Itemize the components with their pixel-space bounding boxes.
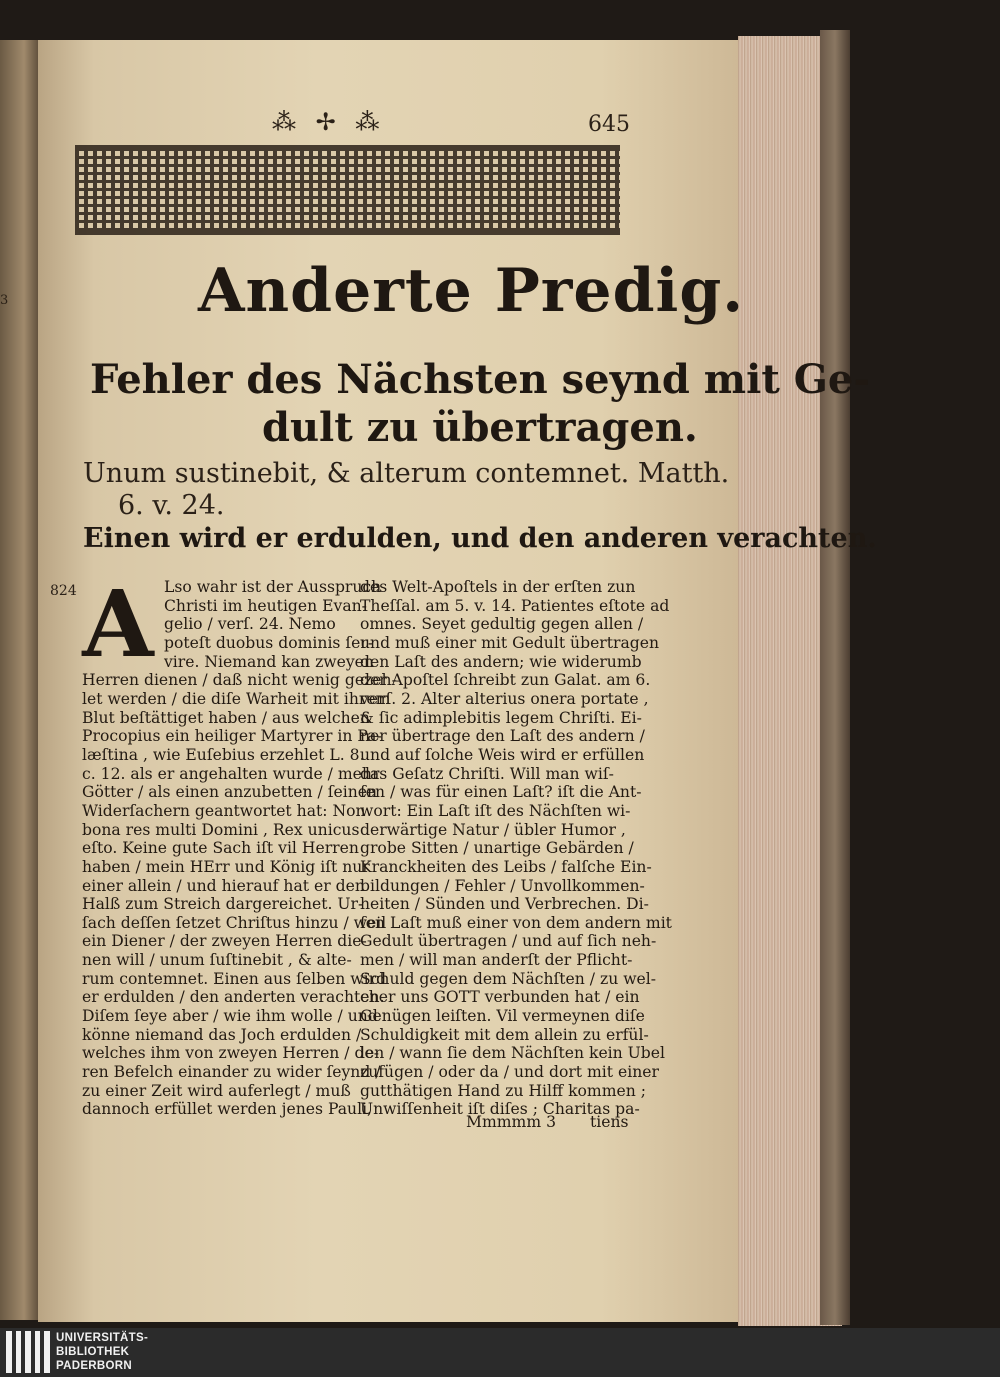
margin-number: 824 — [50, 583, 77, 599]
text-line: omnes. Seyet gedultig gegen allen / — [360, 615, 644, 634]
text-line: poteſt duobus dominis ſer- — [164, 633, 374, 652]
text-line: er erdulden / den anderten verachten. — [82, 988, 385, 1007]
text-line: welches ihm von zweyen Herren / de- — [82, 1044, 379, 1063]
text-line: den Laſt des andern; wie widerumb — [360, 652, 642, 671]
text-line: grobe Sitten / unartige Gebärden / — [360, 839, 634, 858]
subtitle-line-1: Fehler des Nächsten seynd mit Ge- — [90, 356, 870, 403]
text-line: zufügen / oder da / und dort mit einer — [360, 1063, 659, 1082]
book-cover — [820, 30, 850, 1325]
text-line: gelio / verſ. 24. Nemo — [164, 615, 336, 634]
text-line: vire. Niemand kan zweyen — [164, 652, 374, 671]
text-line: Unwiſſenheit iſt diſes ; Charitas pa- — [360, 1100, 640, 1119]
text-line: verſ. 2. Alter alterius onera portate , — [360, 689, 649, 708]
text-line: Theſſal. am 5. v. 14. Patientes eſtote ad — [360, 596, 670, 615]
footer-bar — [0, 1328, 1000, 1377]
text-line: Christi im heutigen Evan- — [164, 596, 367, 615]
text-line: ſen / was für einen Laſt? iſt die Ant- — [360, 783, 642, 802]
text-line: bildungen / Fehler / Unvollkommen- — [360, 876, 645, 895]
text-line: let werden / die diſe Warheit mit ihrem — [82, 689, 391, 708]
catchword: tiens — [590, 1113, 629, 1131]
logo-line: BIBLIOTHEK — [56, 1346, 130, 1358]
head-ornament: ⁂ ✢ ⁂ — [272, 108, 386, 136]
text-line: heiten / Sünden und Verbrechen. Di- — [360, 895, 649, 914]
text-line: derwärtige Natur / übler Humor , — [360, 820, 626, 839]
text-line: men / will man anderſt der Pflicht- — [360, 951, 633, 970]
text-line: und muß einer mit Gedult übertragen — [360, 633, 660, 652]
text-line: rum contemnet. Einen aus ſelben wird — [82, 969, 387, 988]
text-line: Blut beſtättiget haben / aus welchen — [82, 708, 370, 727]
text-line: bona res multi Domini , Rex unicus — [82, 820, 360, 839]
text-line: Gedult übertragen / und auf ſich neh- — [360, 932, 657, 951]
latin-quote-line-2: 6. v. 24. — [118, 490, 225, 521]
library-logo-icon — [6, 1331, 50, 1373]
latin-quote-line-1: Unum sustinebit, & alterum contemnet. Matth. — [83, 458, 730, 489]
text-column-left — [82, 578, 397, 1119]
text-line: wort: Ein Laſt iſt des Nächſten wi- — [360, 801, 631, 820]
german-quote: Einen wird er erdulden, und den anderen verachten. — [83, 523, 877, 554]
text-line: Procopius ein heiliger Martyrer in Pa- — [82, 727, 382, 746]
text-line: der Apoſtel ſchreibt zun Galat. am 6. — [360, 671, 651, 690]
text-line: Widerſachern geantwortet hat: Non — [82, 801, 366, 820]
text-line: Diſem ſeye aber / wie ihm wolle / und — [82, 1007, 378, 1026]
text-line: cher uns GOTT verbunden hat / ein — [360, 988, 640, 1007]
text-line: Herren dienen / daß nicht wenig gezeh- — [82, 671, 397, 690]
text-line: gutthätigen Hand zu Hilff kommen ; — [360, 1081, 646, 1100]
sermon-title: Anderte Predig. — [198, 256, 745, 326]
text-line: ſen Laſt muß einer von dem andern mit — [360, 913, 672, 932]
text-line: und auf ſolche Weis wird er erfüllen — [360, 745, 645, 764]
text-line: Götter / als einen anzubetten / ſeinen — [82, 783, 378, 802]
text-line: len / wann ſie dem Nächſten kein Ubel — [360, 1044, 665, 1063]
text-line: haben / mein HErr und König iſt nur — [82, 857, 370, 876]
logo-line: PADERBORN — [56, 1360, 132, 1372]
text-line: Lso wahr ist der Ausspruch — [164, 578, 382, 596]
signature-mark: Mmmmm 3 — [466, 1113, 556, 1131]
text-line: könne niemand das Joch erdulden / — [82, 1025, 362, 1044]
text-line: das Geſatz Chriſti. Will man wiſ- — [360, 764, 614, 783]
edge-mark: 3 — [0, 293, 9, 308]
text-line: læſtina , wie Euſebius erzehlet L. 8. — [82, 745, 365, 764]
text-line: ein Diener / der zweyen Herren die- — [82, 932, 367, 951]
library-logo-text — [56, 1331, 148, 1373]
text-line: des Welt-Apoſtels in der erſten zun — [360, 578, 636, 596]
text-line: Schuld gegen dem Nächſten / zu wel- — [360, 969, 657, 988]
text-line: Genügen leiſten. Vil vermeynen diſe — [360, 1007, 645, 1026]
text-line: Kranckheiten des Leibs / falſche Ein- — [360, 857, 652, 876]
left-page-edge — [0, 40, 40, 1320]
text-line: Halß zum Streich dargereichet. Ur- — [82, 895, 364, 914]
text-line: eſto. Keine gute Sach iſt vil Herren — [82, 839, 359, 858]
text-line: einer allein / und hierauf hat er den — [82, 876, 365, 895]
text-line: ner übertrage den Laſt des andern / — [360, 727, 645, 746]
page-number: 645 — [588, 112, 630, 137]
text-line: dannoch erfüllet werden jenes Pauli, — [82, 1100, 373, 1119]
text-line: ſach deſſen ſetzet Chriſtus hinzu / weil — [82, 913, 387, 932]
subtitle-line-2: dult zu übertragen. — [262, 404, 698, 451]
text-column-right — [360, 578, 672, 1119]
text-line: zu einer Zeit wird auferlegt / muß — [82, 1081, 351, 1100]
drop-cap: A — [82, 570, 154, 678]
text-line: & ſic adimplebitis legem Chriſti. Ei- — [360, 708, 642, 727]
logo-line: UNIVERSITÄTS- — [56, 1332, 149, 1344]
decorative-border-ornament — [75, 145, 620, 235]
text-line: ren Befelch einander zu wider ſeynd / — [82, 1063, 381, 1082]
text-line: nen will / unum ſuſtinebit , & alte- — [82, 951, 352, 970]
text-line: Schuldigkeit mit dem allein zu erfül- — [360, 1025, 649, 1044]
text-line: c. 12. als er angehalten wurde / mehr — [82, 764, 380, 783]
